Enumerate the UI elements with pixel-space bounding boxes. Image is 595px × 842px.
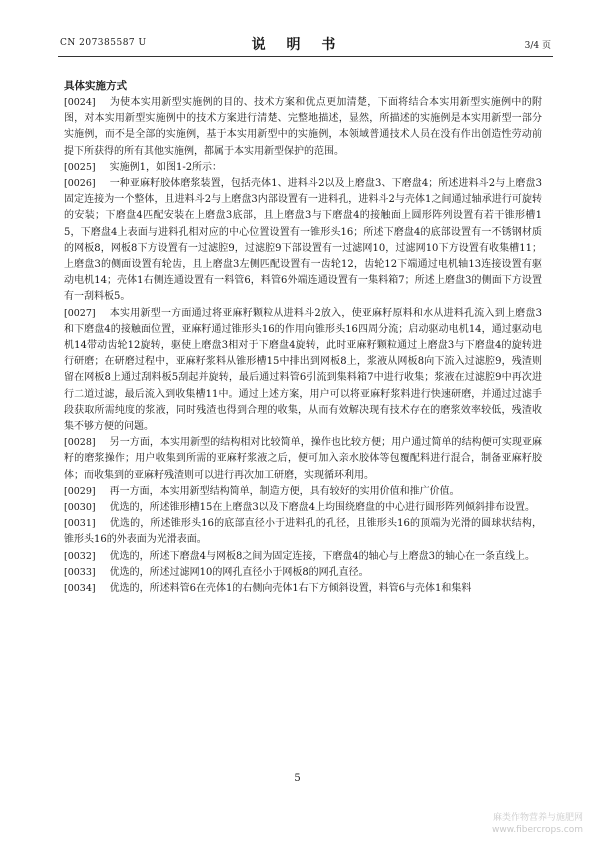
paragraph-number: [0027] <box>64 307 96 319</box>
paragraph-number: [0031] <box>64 518 96 530</box>
paragraph-number: [0030] <box>64 502 96 514</box>
paragraph-number: [0025] <box>64 161 96 173</box>
paragraph-text: 优选的，所述过滤网10的网孔直径小于网板8的网孔直径。 <box>109 566 369 578</box>
paragraph-text: 再一方面，本实用新型结构简单，制造方便，具有较好的实用价值和推广价值。 <box>109 485 460 497</box>
paragraph-text: 另一方面，本实用新型的结构相对比较简单，操作也比较方便；用户通过简单的结构便可实现亚麻籽的磨浆操作；用户收集到所需的亚麻籽浆液之后，便可加入亲水胶体等包覆配料进行混合，制备亚麻籽胶体；而收集到的亚麻籽残渣则可以进行再次加工研磨，实现循环利用。 <box>64 437 542 481</box>
paragraph <box>64 549 542 565</box>
page-number: 5 <box>294 773 301 784</box>
document-body <box>64 78 542 597</box>
paragraph-number: [0024] <box>64 97 96 108</box>
paragraph <box>64 565 542 581</box>
page-indicator: 3/4 页 <box>524 41 551 51</box>
section-title: 具体实施方式 <box>64 80 127 92</box>
paragraph-number: [0033] <box>64 566 96 578</box>
patent-number: CN 207385587 U <box>60 38 147 48</box>
paragraph-text: 优选的，所述锥形头16的底部直径小于进料孔的孔径，且锥形头16的顶端为光滑的圆球状结构，锥形头16的外表面为光滑表面。 <box>64 518 542 546</box>
paragraph-text: 优选的，所述锥形槽15在上磨盘3以及下磨盘4上均围绕磨盘的中心进行圆形阵列倾斜排布设置。 <box>109 502 536 514</box>
paragraph <box>64 435 542 484</box>
paragraph-text: 本实用新型一方面通过将亚麻籽颗粒从进料斗2放入，使亚麻籽原料和水从进料孔流入到上磨盘3和下磨盘4的接触面位置，亚麻籽通过锥形头16的作用向锥形头16四周分流；启动驱动电机14，通过驱动电机14带动齿轮12旋转，驱使上磨盘3相对于下磨盘4旋转，此时亚麻籽颗粒通过上磨盘3与下磨盘4的旋转进行研磨；在研磨过程中，亚麻籽浆料从锥形槽15中排出到网板8上，浆液从网板8向下流入过滤腔9，残渣则留在网板8上通过刮料板5刮起并旋转，最后通过料管6引流到集料箱7中进行收集；浆液在过滤腔9中再次进行二道过滤，最后流入到收集槽11中。通过上述方案，用户可以将亚麻籽浆料进行快速研磨，并通过过滤手段获取所需纯度的浆液，同时残渣也得到合理的收集，从而有效解决现有技术存在的磨浆效率较低，残渣收集不够方便的问题。 <box>64 307 542 433</box>
paragraph-list <box>64 95 542 597</box>
header-divider <box>58 56 553 57</box>
paragraph-number: [0029] <box>64 485 96 497</box>
paragraph <box>64 95 542 160</box>
paragraph <box>64 581 542 597</box>
paragraph-text: 优选的，所述料管6在壳体1的右侧向壳体1右下方倾斜设置，料管6与壳体1和集料 <box>109 583 472 595</box>
page-header <box>0 0 595 70</box>
paragraph-text: 一种亚麻籽胶体磨浆装置，包括壳体1、进料斗2以及上磨盘3、下磨盘4；所述进料斗2与上磨盘3固定连接为一个整体，且进料斗2与上磨盘3内部设置有一进料孔，进料斗2与壳体1之间通过轴承进行可旋转的安装；下磨盘4匹配安装在上磨盘3底部，且上磨盘3与下磨盘4的接触面上圆形阵列设置有若干锥形槽15，下磨盘4上表面与进料孔相对应的中心位置设置有一锥形头16；所述下磨盘4的底部设置有一不锈钢材质的网板8，网板8下方设置有一过滤腔9，过滤腔9下部设置有一过滤网10，过滤网10下方设置有收集槽11；上磨盘3的侧面设置有轮齿，且上磨盘3左侧匹配设置有一齿轮12，齿轮12下端通过电机轴13连接设置有驱动电机14；壳体1右侧连通设置有一料管6，料管6外端连通设置有一集料箱7；所述上磨盘3的侧面下方设置有一刮料板5。 <box>64 178 542 303</box>
paragraph-number: [0026] <box>64 178 96 190</box>
document-title: 说 明 书 <box>251 37 344 53</box>
paragraph <box>64 176 542 306</box>
watermark <box>492 812 583 836</box>
paragraph-text: 为使本实用新型实施例的目的、技术方案和优点更加清楚，下面将结合本实用新型实施例中的附图，对本实用新型实施例中的技术方案进行清楚、完整地描述，显然，所描述的实施例是本实用新型一部分实施例，而不是全部的实施例，基于本实用新型中的实施例，本领域普通技术人员在没有作出创造性劳动前提下所获得的所有其他实施例，都属于本实用新型保护的范围。 <box>64 97 542 157</box>
watermark-line-2: www.fibercrops.com <box>492 825 583 835</box>
paragraph <box>64 160 542 176</box>
paragraph-number: [0028] <box>64 437 96 449</box>
paragraph <box>64 484 542 500</box>
watermark-line-1: 麻类作物营养与施肥网 <box>492 813 583 823</box>
paragraph <box>64 306 542 436</box>
paragraph-text: 优选的，所述下磨盘4与网板8之间为固定连接，下磨盘4的轴心与上磨盘3的轴心在一条直线上。 <box>109 550 536 562</box>
paragraph-text: 实施例1，如图1-2所示： <box>109 161 223 173</box>
paragraph-number: [0034] <box>64 583 96 595</box>
paragraph-number: [0032] <box>64 550 96 562</box>
paragraph <box>64 500 542 516</box>
paragraph <box>64 516 542 548</box>
